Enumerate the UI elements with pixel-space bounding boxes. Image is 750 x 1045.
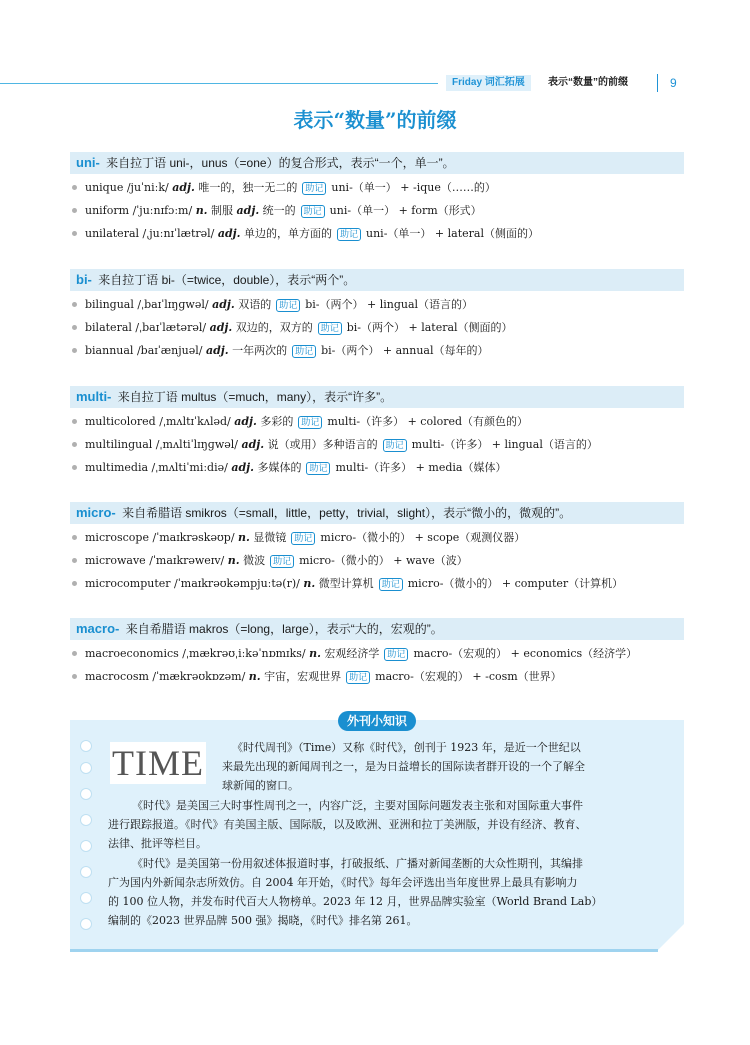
meaning: 说（或用）多种语言的 bbox=[267, 438, 378, 451]
phonetic: /ˌbaɪˈlɪŋɡwəl/ bbox=[137, 298, 209, 311]
bullet-icon bbox=[72, 231, 77, 236]
part-of-speech: n. bbox=[238, 531, 250, 544]
header-separator bbox=[657, 74, 658, 92]
note-paragraph-2-line: 《时代》是美国三大时事性周刊之一，内容广泛，主要对国际问题发表主张和对国际重大事件 bbox=[132, 799, 583, 812]
word-parts: bi-（两个） + annual（每年的） bbox=[321, 344, 489, 357]
meaning: 微波 bbox=[243, 554, 266, 567]
bullet-icon bbox=[72, 185, 77, 190]
mnemonic-badge: 助记 bbox=[291, 532, 315, 545]
meaning: 多媒体的 bbox=[257, 461, 302, 474]
binder-ring-icon bbox=[80, 840, 92, 852]
word: macrocosm bbox=[85, 670, 149, 683]
phonetic: /ˌmʌltɪˈkʌləd/ bbox=[159, 415, 231, 428]
word: unilateral bbox=[85, 227, 140, 240]
part-of-speech: adj. bbox=[205, 344, 229, 357]
section-header-uni bbox=[70, 152, 684, 174]
prefix-label: bi- bbox=[76, 272, 92, 287]
prefix-origin: 来自希腊语 smikros（=small，little，petty，trivial，slight），表示“微小的，微观的”。 bbox=[122, 506, 572, 520]
part-of-speech: n. bbox=[248, 670, 261, 683]
part-of-speech: n. bbox=[309, 647, 321, 660]
word: multilingual bbox=[85, 438, 153, 451]
part-of-speech: adj. bbox=[231, 461, 254, 474]
phonetic: /ˌbaɪˈlætərəl/ bbox=[135, 321, 207, 334]
list-item bbox=[72, 320, 513, 336]
mnemonic-badge: 助记 bbox=[301, 205, 325, 218]
meaning: 宏观经济学 bbox=[324, 647, 380, 660]
part-of-speech: n. bbox=[303, 577, 316, 590]
phonetic: /ˌmʌltiˈlɪŋɡwəl/ bbox=[155, 438, 238, 451]
word-parts: micro-（微小的） + wave（波） bbox=[299, 554, 468, 567]
word: biannual bbox=[85, 344, 134, 357]
word: multicolored bbox=[85, 415, 156, 428]
part-of-speech-2: adj. bbox=[236, 204, 260, 217]
binder-ring-icon bbox=[80, 762, 92, 774]
word: microwave bbox=[85, 554, 146, 567]
bullet-icon bbox=[72, 674, 77, 679]
note-paragraph-1-line: 《时代周刊》（Time）又称《时代》，创刊于 1923 年，是近一个世纪以 bbox=[232, 741, 581, 754]
section-header-macro bbox=[70, 618, 684, 640]
bullet-icon bbox=[72, 325, 77, 330]
binder-ring-icon bbox=[80, 866, 92, 878]
header-topic: 表示“数量”的前缀 bbox=[548, 77, 628, 88]
bullet-icon bbox=[72, 419, 77, 424]
page-number: 9 bbox=[670, 76, 677, 90]
note-paragraph-2-line: 进行跟踪报道。《时代》有美国主版、国际版，以及欧洲、亚洲和拉丁美洲版，并设有经济、教育、 bbox=[108, 818, 587, 831]
note-paragraph-3-line: 《时代》是美国第一份用叙述体报道时事，打破报纸、广播对新闻垄断的大众性期刊，其编排 bbox=[132, 857, 583, 870]
note-paragraph-3-line: 编制的《2023 世界品牌 500 强》揭晓，《时代》排名第 261。 bbox=[108, 914, 418, 927]
list-item bbox=[72, 530, 525, 546]
list-item bbox=[72, 226, 539, 242]
note-box-shadow bbox=[70, 949, 658, 952]
phonetic: /ˈmaɪkrəskəʊp/ bbox=[152, 531, 235, 544]
meaning: 一年两次的 bbox=[232, 344, 288, 357]
part-of-speech: adj. bbox=[234, 415, 257, 428]
part-of-speech: adj. bbox=[241, 438, 265, 451]
bullet-icon bbox=[72, 208, 77, 213]
word-parts: bi-（两个） + lateral（侧面的） bbox=[346, 321, 513, 334]
bullet-icon bbox=[72, 558, 77, 563]
section-header-bi bbox=[70, 269, 684, 291]
meaning: 微型计算机 bbox=[318, 577, 374, 590]
phonetic: /ˌmʌltiˈmiːdiə/ bbox=[151, 461, 228, 474]
meaning: 多彩的 bbox=[260, 415, 294, 428]
part-of-speech: adj. bbox=[172, 181, 195, 194]
prefix-origin: 来自拉丁语 uni-，unus（=one）的复合形式，表示“一个，单一”。 bbox=[106, 156, 455, 170]
section-header-micro bbox=[70, 502, 684, 524]
list-item bbox=[72, 437, 598, 453]
word-parts: multi-（许多） + media（媒体） bbox=[335, 461, 507, 474]
prefix-origin: 来自拉丁语 multus（=much，many），表示“许多”。 bbox=[117, 390, 393, 404]
list-item bbox=[72, 646, 637, 662]
binder-ring-icon bbox=[80, 814, 92, 826]
note-paragraph-1-line: 球新闻的窗口。 bbox=[222, 779, 299, 792]
note-paragraph-1-line: 来最先出现的新闻周刊之一，是为日益增长的国际读者群开设的一个了解全 bbox=[222, 760, 585, 773]
phonetic: /baɪˈænjuəl/ bbox=[136, 344, 203, 357]
note-heading: 外刊小知识 bbox=[338, 711, 416, 731]
binder-ring-icon bbox=[80, 892, 92, 904]
prefix-origin: 来自希腊语 makros（=long，large），表示“大的，宏观的”。 bbox=[125, 622, 443, 636]
meaning: 双语的 bbox=[238, 298, 272, 311]
phonetic: /ˌmækrəʊˌiːkəˈnɒmɪks/ bbox=[182, 647, 306, 660]
note-paragraph-3-line: 的 100 位人物，并发布时代百大人物榜单。2023 年 12 月，世界品牌实验室（World Brand Lab） bbox=[108, 895, 603, 908]
section-header-multi bbox=[70, 386, 684, 408]
mnemonic-badge: 助记 bbox=[270, 555, 294, 568]
meaning: 宇宙，宏观世界 bbox=[264, 670, 342, 683]
mnemonic-badge: 助记 bbox=[384, 648, 408, 661]
part-of-speech: n. bbox=[227, 554, 240, 567]
word: microcomputer bbox=[85, 577, 171, 590]
bullet-icon bbox=[72, 581, 77, 586]
word: bilingual bbox=[85, 298, 134, 311]
word-parts: uni-（单一） + form（形式） bbox=[329, 204, 482, 217]
meaning-2: 统一的 bbox=[262, 204, 296, 217]
phonetic: /ˈmaɪkrəweɪv/ bbox=[149, 554, 225, 567]
binder-ring-icon bbox=[80, 788, 92, 800]
mnemonic-badge: 助记 bbox=[383, 439, 407, 452]
bullet-icon bbox=[72, 651, 77, 656]
word-parts: macro-（宏观的） + -cosm（世界） bbox=[375, 670, 562, 683]
page-title: 表示“数量”的前缀 bbox=[293, 108, 457, 132]
list-item bbox=[72, 414, 528, 430]
word-parts: uni-（单一） + -ique（……的） bbox=[331, 181, 496, 194]
list-item bbox=[72, 576, 623, 592]
word-parts: multi-（许多） + colored（有颜色的） bbox=[327, 415, 529, 428]
mnemonic-badge: 助记 bbox=[318, 322, 342, 335]
binder-ring-icon bbox=[80, 918, 92, 930]
word: microscope bbox=[85, 531, 149, 544]
binder-ring-icon bbox=[80, 740, 92, 752]
word: multimedia bbox=[85, 461, 149, 474]
bullet-icon bbox=[72, 465, 77, 470]
page-fold-corner bbox=[658, 924, 684, 950]
meaning: 唯一的，独一无二的 bbox=[198, 181, 298, 194]
note-paragraph-3-line: 广为国内外新闻杂志所效仿。自 2004 年开始，《时代》每年会评选出当年度世界上最具有影响力 bbox=[108, 876, 578, 889]
mnemonic-badge: 助记 bbox=[298, 416, 322, 429]
list-item bbox=[72, 669, 562, 685]
part-of-speech: adj. bbox=[217, 227, 241, 240]
mnemonic-badge: 助记 bbox=[337, 228, 361, 241]
phonetic: /juˈniːk/ bbox=[126, 181, 169, 194]
bullet-icon bbox=[72, 535, 77, 540]
meaning: 显微镜 bbox=[253, 531, 287, 544]
bullet-icon bbox=[72, 348, 77, 353]
phonetic: /ˌjuːnɪˈlætrəl/ bbox=[142, 227, 215, 240]
word-parts: uni-（单一） + lateral（侧面的） bbox=[366, 227, 539, 240]
list-item bbox=[72, 203, 482, 219]
part-of-speech: adj. bbox=[209, 321, 233, 334]
bullet-icon bbox=[72, 442, 77, 447]
meaning: 单边的，单方面的 bbox=[244, 227, 332, 240]
word: uniform bbox=[85, 204, 130, 217]
prefix-label: uni- bbox=[76, 155, 100, 170]
prefix-label: macro- bbox=[76, 621, 120, 636]
word: bilateral bbox=[85, 321, 132, 334]
prefix-label: multi- bbox=[76, 389, 112, 404]
phonetic: /ˈjuːnɪfɔːm/ bbox=[132, 204, 193, 217]
part-of-speech: adj. bbox=[212, 298, 235, 311]
phonetic: /ˈmaɪkrəʊkəmpjuːtə(r)/ bbox=[174, 577, 300, 590]
meaning: 双边的，双方的 bbox=[235, 321, 313, 334]
note-paragraph-2-line: 法律、批评等栏目。 bbox=[108, 837, 207, 850]
mnemonic-badge: 助记 bbox=[276, 299, 300, 312]
mnemonic-badge: 助记 bbox=[379, 578, 403, 591]
phonetic: /ˈmækrəʊkɒzəm/ bbox=[152, 670, 246, 683]
word-parts: micro-（微小的） + computer（计算机） bbox=[407, 577, 624, 590]
word: macroeconomics bbox=[85, 647, 179, 660]
list-item bbox=[72, 460, 506, 476]
mnemonic-badge: 助记 bbox=[292, 345, 316, 358]
part-of-speech: n. bbox=[195, 204, 208, 217]
list-item bbox=[72, 180, 496, 196]
header-rule bbox=[0, 83, 438, 84]
mnemonic-badge: 助记 bbox=[302, 182, 326, 195]
word-parts: micro-（微小的） + scope（观测仪器） bbox=[320, 531, 526, 544]
header-section-tag: Friday 词汇拓展 bbox=[446, 75, 531, 91]
prefix-origin: 来自拉丁语 bi-（=twice，double），表示“两个”。 bbox=[98, 273, 356, 287]
list-item bbox=[72, 553, 468, 569]
list-item bbox=[72, 297, 473, 313]
bullet-icon bbox=[72, 302, 77, 307]
word-parts: macro-（宏观的） + economics（经济学） bbox=[413, 647, 638, 660]
prefix-label: micro- bbox=[76, 505, 116, 520]
mnemonic-badge: 助记 bbox=[346, 671, 370, 684]
mnemonic-badge: 助记 bbox=[306, 462, 330, 475]
word-parts: multi-（许多） + lingual（语言的） bbox=[411, 438, 598, 451]
word: unique bbox=[85, 181, 124, 194]
time-magazine-logo: TIME bbox=[110, 742, 206, 784]
meaning: 制服 bbox=[211, 204, 234, 217]
list-item bbox=[72, 343, 489, 359]
word-parts: bi-（两个） + lingual（语言的） bbox=[305, 298, 474, 311]
